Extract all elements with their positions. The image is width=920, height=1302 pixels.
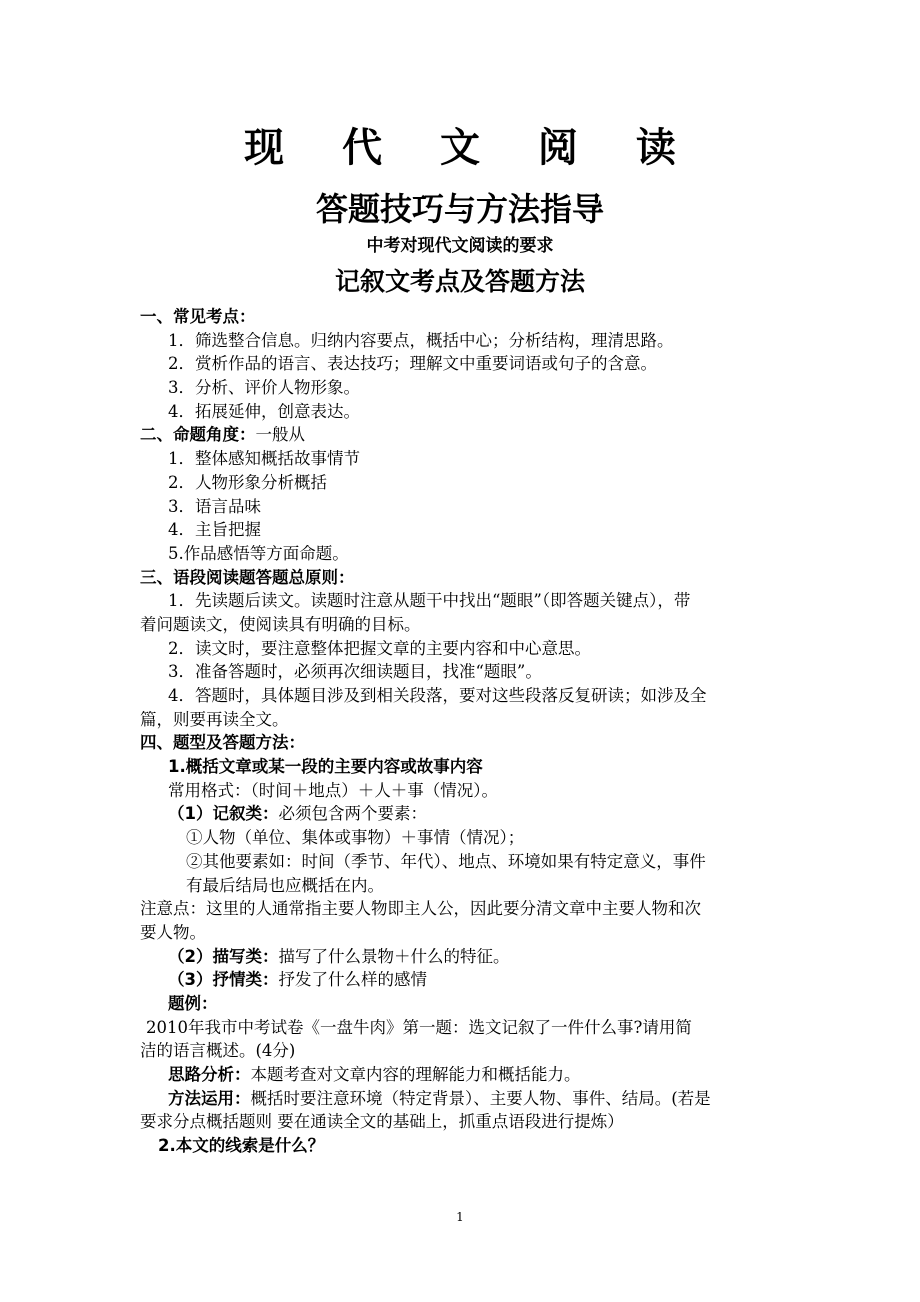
text-line [140, 850, 780, 874]
text-line [140, 874, 780, 898]
line-text: 本题考查对文章内容的理解能力和概括能力。 [250, 1065, 581, 1084]
text-line [140, 613, 780, 637]
line-text: 2．读文时，要注意整体把握文章的主要内容和中心意思。 [168, 638, 591, 658]
text-line [140, 708, 780, 732]
line-text: 3．语言品味 [168, 496, 261, 516]
text-line [140, 660, 780, 684]
text-line [140, 945, 780, 969]
line-text: 4．拓展延伸，创意表达。 [168, 401, 360, 421]
text-line [140, 684, 780, 708]
line-text: 2010年我市中考试卷《一盘牛肉》第一题：选文记叙了一件什么事?请用简 [146, 1017, 692, 1037]
bold-label: 思路分析： [168, 1065, 251, 1084]
bold-label: 方法运用： [168, 1088, 251, 1108]
text-line [140, 755, 780, 779]
text-line [140, 897, 780, 921]
line-text: 注意点：这里的人通常指主要人物即主人公，因此要分清文章中主要人物和次 [140, 899, 701, 919]
bold-label: 题例： [168, 993, 218, 1013]
line-text: 1．筛选整合信息。归纳内容要点，概括中心；分析结构，理清思路。 [168, 330, 674, 350]
text-line [140, 1110, 780, 1134]
text-line [140, 589, 780, 613]
line-text: ①人物（单位、集体或事物）＋事情（情况）； [186, 828, 525, 848]
bold-label: 三、语段阅读题答题总原则： [140, 567, 355, 587]
text-line [140, 1016, 780, 1040]
text-line [140, 637, 780, 661]
line-text: 2．赏析作品的语言、表达技巧；理解文中重要词语或句子的含意。 [168, 354, 657, 374]
text-line [140, 518, 780, 542]
bold-label: 2.本文的线索是什么？ [158, 1136, 325, 1156]
text-line [140, 921, 780, 945]
text-line [140, 495, 780, 519]
text-line [140, 352, 780, 376]
line-text: 4．答题时，具体题目涉及到相关段落，要对这些段落反复研读；如涉及全 [168, 686, 707, 705]
page-title: 现 代 文 阅 读 [244, 125, 698, 171]
line-text: 概括时要注意环境（特定背景）、主要人物、事件、结局。(若是 [250, 1088, 711, 1108]
page-number: 1 [456, 1210, 464, 1224]
bold-label: 二、命题角度： [140, 425, 256, 445]
text-line [140, 423, 780, 447]
line-text: 1．先读题后读文。读题时注意从题干中找出“题眼”（即答题关键点），带 [168, 591, 691, 611]
line-text: 描写了什么景物＋什么的特征。 [278, 946, 510, 966]
line-text: 着问题读文，使阅读具有明确的目标。 [140, 614, 421, 634]
bold-label: 一、常见考点： [140, 307, 256, 326]
line-text: 篇，则要再读全文。 [140, 709, 289, 729]
line-text: 3．准备答题时，必须再次细读题目，找准“题眼”。 [168, 662, 542, 682]
line-text: 抒发了什么样的感情 [278, 970, 427, 990]
bold-label: （2）描写类： [168, 946, 279, 966]
text-line [140, 1039, 780, 1063]
line-text: 4．主旨把握 [168, 520, 261, 540]
page-subtitle: 答题技巧与方法指导 [315, 190, 604, 228]
section-heading: 中考对现代文阅读的要求 [366, 236, 554, 256]
line-text: 常用格式：（时间＋地点）＋人＋事（情况）。 [168, 780, 498, 800]
text-line [140, 329, 780, 353]
line-text: ②其他要素如：时间（季节、年代）、地点、环境如果有特定意义，事件 [186, 851, 706, 871]
text-line [140, 826, 780, 850]
text-line [140, 542, 780, 566]
text-line [140, 566, 780, 590]
text-line [140, 447, 780, 471]
text-line [140, 1087, 780, 1111]
line-text: 1．整体感知概括故事情节 [168, 449, 360, 469]
document-body [140, 305, 780, 1158]
line-text: 有最后结局也应概括在内。 [186, 875, 384, 895]
text-line [140, 471, 780, 495]
text-line [140, 376, 780, 400]
line-text: 要求分点概括题则 要在通读全文的基础上，抓重点语段进行提炼） [140, 1112, 624, 1132]
text-line [140, 1134, 780, 1158]
text-line [140, 802, 780, 826]
line-text: 3．分析、评价人物形象。 [168, 378, 360, 398]
bold-label: 1.概括文章或某一段的主要内容或故事内容 [168, 757, 483, 777]
bold-label: （1）记叙类： [168, 804, 279, 824]
section-title: 记叙文考点及答题方法 [334, 267, 585, 296]
line-text: 一般从 [255, 425, 305, 445]
text-line [140, 992, 780, 1016]
bold-label: （3）抒情类： [168, 970, 279, 990]
text-line [140, 305, 780, 329]
text-line [140, 779, 780, 803]
line-text: 要人物。 [140, 922, 206, 942]
line-text: 必须包含两个要素： [278, 804, 427, 824]
line-text: 洁的语言概述。(4分) [140, 1041, 296, 1061]
text-line [140, 968, 780, 992]
line-text: 5.作品感悟等方面命题。 [168, 543, 349, 563]
text-line [140, 1063, 780, 1087]
line-text: 2．人物形象分析概括 [168, 472, 327, 492]
bold-label: 四、题型及答题方法： [140, 733, 305, 753]
text-line [140, 731, 780, 755]
text-line [140, 400, 780, 424]
